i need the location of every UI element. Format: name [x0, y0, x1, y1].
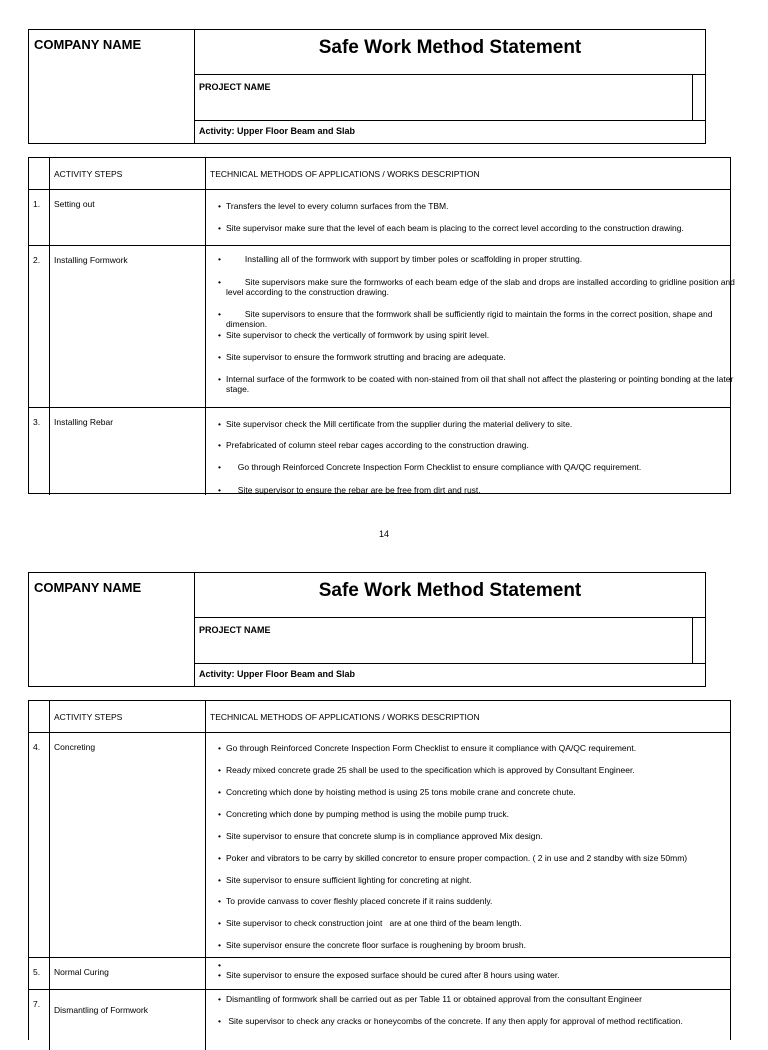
bullet-icon: • [218, 440, 221, 450]
row-number: 5. [29, 958, 50, 989]
list-item: • Concreting which done by hoisting method is using 25 tons mobile crane and concrete chute. [218, 787, 576, 797]
bullet-icon: • [218, 352, 221, 362]
activity-label: Activity: Upper Floor Beam and Slab [195, 120, 705, 143]
page-number: 14 [378, 529, 389, 539]
activity-label: Activity: Upper Floor Beam and Slab [195, 663, 705, 686]
list-item: • Installing all of the formwork with support by timber poles or scaffolding in proper strutting. [218, 254, 583, 264]
bullet-icon: • [218, 374, 221, 384]
method-table [28, 700, 731, 1040]
list-item: • Site supervisor to ensure sufficient lighting for concreting at night. [218, 875, 472, 885]
list-item: • Site supervisors to ensure that the formwork shall be sufficiently rigid to maintain the forms in the correct position, shape and dimension. [218, 309, 715, 329]
bullet-icon: • [218, 765, 221, 775]
list-item: • Site supervisor to check any cracks or honeycombs of the concrete. If any then apply for approval of method rectification. [218, 1016, 683, 1026]
header-block [28, 572, 706, 687]
row-number: 1. [29, 190, 50, 245]
bullet-icon: • [218, 809, 221, 819]
table-row [29, 958, 730, 990]
table-header-row [29, 701, 730, 733]
project-end-cell [693, 617, 705, 663]
col-header-steps: ACTIVITY STEPS [50, 701, 206, 732]
list-item: • Site supervisor to ensure that concrete slump is in compliance approved Mix design. [218, 831, 543, 841]
list-item: • Poker and vibrators to be carry by skilled concretor to ensure proper compaction. ( 2 in use and 2 standby with size 50mm) [218, 853, 688, 863]
list-item: • Site supervisor check the Mill certificate from the supplier during the material delivery to site. [218, 419, 573, 429]
bullet-icon: • [218, 875, 221, 885]
bullet-icon: • [218, 787, 221, 797]
description-cell [206, 246, 738, 407]
company-name: COMPANY NAME [29, 30, 195, 143]
bullet-icon: • [218, 960, 221, 970]
activity-step: Dismantling of Formwork [50, 990, 206, 1050]
bullet-icon: • [218, 743, 221, 753]
col-header-steps: ACTIVITY STEPS [50, 158, 206, 189]
activity-step: Normal Curing [50, 958, 206, 989]
bullet-icon: • [218, 970, 221, 980]
description-cell [206, 958, 730, 989]
table-row [29, 246, 738, 408]
document-title: Safe Work Method Statement [195, 573, 705, 618]
bullet-icon: • [218, 223, 221, 233]
bullet-icon: • [218, 940, 221, 950]
table-row [29, 733, 730, 958]
bullet-icon: • [218, 896, 221, 906]
description-cell [206, 733, 730, 957]
list-item: • Site supervisor to ensure the exposed surface should be cured after 8 hours using water. [218, 970, 560, 980]
description-cell [206, 408, 730, 495]
list-item: • Site supervisor make sure that the level of each beam is placing to the correct level according to the construction drawing. [218, 223, 684, 233]
activity-step: Installing Rebar [50, 408, 206, 495]
row-number: 3. [29, 408, 50, 495]
list-item: • Site supervisor to check construction joint are at one third of the beam length. [218, 918, 522, 928]
project-end-cell [693, 74, 705, 120]
table-row [29, 408, 730, 495]
company-name: COMPANY NAME [29, 573, 195, 686]
list-item: • Site supervisor ensure the concrete floor surface is roughening by broom brush. [218, 940, 527, 950]
description-cell [206, 990, 730, 1050]
list-item: • Go through Reinforced Concrete Inspection Form Checklist to ensure compliance with QA/QC requirement. [218, 462, 642, 472]
bullet-icon: • [218, 330, 221, 340]
list-item: • Site supervisor to check the vertically of formwork by using spirit level. [218, 330, 490, 340]
row-number: 2. [29, 246, 50, 407]
activity-step: Setting out [50, 190, 206, 245]
bullet-icon: • [218, 419, 221, 429]
bullet-icon: • [218, 462, 221, 472]
list-item: • Prefabricated of column steel rebar cages according to the construction drawing. [218, 440, 529, 450]
col-header-desc: TECHNICAL METHODS OF APPLICATIONS / WORKS DESCRIPTION [210, 712, 480, 722]
list-item: • Dismantling of formwork shall be carried out as per Table 11 or obtained approval from the consultant Engineer [218, 994, 642, 1004]
bullet-icon: • [218, 309, 221, 319]
col-header-no [29, 701, 50, 732]
bullet-icon: • [218, 994, 221, 1004]
list-item: • Concreting which done by pumping method is using the mobile pump truck. [218, 809, 510, 819]
bullet-icon: • [218, 1016, 221, 1026]
list-item: • Ready mixed concrete grade 25 shall be used to the specification which is approved by Consultant Engineer. [218, 765, 635, 775]
table-row [29, 190, 730, 246]
header-block [28, 29, 706, 144]
activity-step: Concreting [50, 733, 206, 957]
project-name: PROJECT NAME [195, 617, 693, 663]
row-number: 7. [29, 990, 50, 1050]
list-item: • Go through Reinforced Concrete Inspection Form Checklist to ensure it compliance with QA/QC requirement. [218, 743, 637, 753]
row-number: 4. [29, 733, 50, 957]
col-header-desc: TECHNICAL METHODS OF APPLICATIONS / WORKS DESCRIPTION [210, 169, 480, 179]
bullet-icon: • [218, 485, 221, 495]
list-item: • Internal surface of the formwork to be coated with non-stained from oil that shall not affect the plastering or pointing bonding at the later stage. [218, 374, 734, 394]
bullet-icon: • [218, 254, 221, 264]
list-item: • Transfers the level to every column surfaces from the TBM. [218, 201, 449, 211]
document-title: Safe Work Method Statement [195, 30, 705, 75]
bullet-icon: • [218, 918, 221, 928]
activity-step: Installing Formwork [50, 246, 206, 407]
col-header-no [29, 158, 50, 189]
list-item: • Site supervisor to ensure the formwork strutting and bracing are adequate. [218, 352, 506, 362]
list-item: • To provide canvass to cover fleshly placed concrete if it rains suddenly. [218, 896, 493, 906]
bullet-icon: • [218, 277, 221, 287]
table-header-row [29, 158, 730, 190]
list-item: • Site supervisor to ensure the rebar are be free from dirt and rust. [218, 485, 481, 495]
method-table [28, 157, 738, 495]
list-item: • Site supervisors make sure the formworks of each beam edge of the slab and drops are installed according to gridline position and level according to the construction drawing. [218, 277, 738, 297]
bullet-icon: • [218, 831, 221, 841]
table-row [29, 990, 730, 1050]
bullet-icon: • [218, 853, 221, 863]
project-name: PROJECT NAME [195, 74, 693, 120]
description-cell [206, 190, 730, 245]
bullet-icon: • [218, 201, 221, 211]
